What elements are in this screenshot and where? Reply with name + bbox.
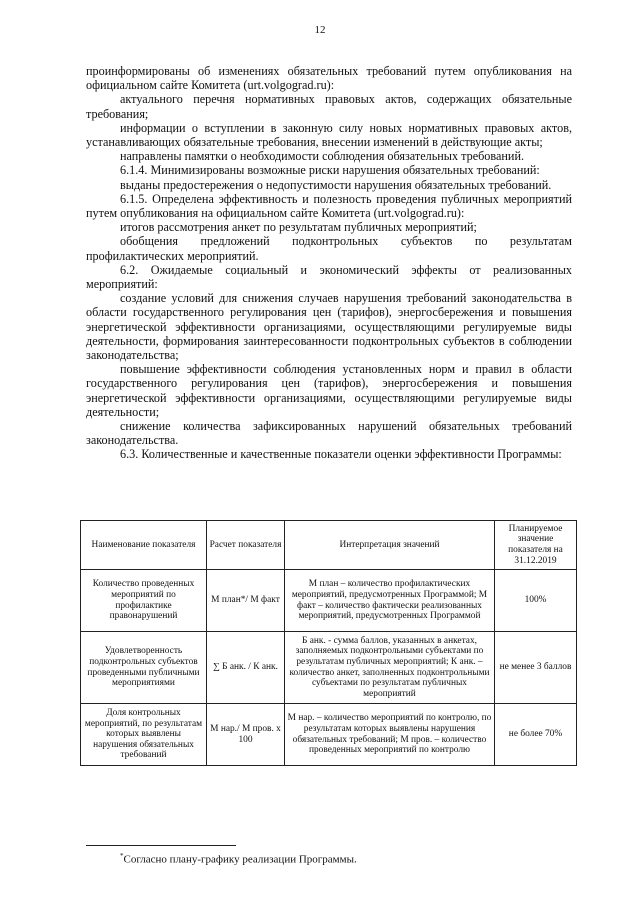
paragraph: снижение количества зафиксированных нарушений обязательных требований законодательства. — [86, 419, 572, 448]
table-header-row — [81, 521, 577, 570]
footnote-text: Согласно плану-графику реализации Программы. — [123, 853, 357, 866]
paragraph: повышение эффективности соблюдения установленных норм и правил в области государственного регулирования цен (тарифов), энергосбережения и повышения энергетической эффективности организациями, осуществляющими регулируемые виды деятельности; — [86, 362, 572, 419]
paragraph: 6.1.4. Минимизированы возможные риски нарушения обязательных требований: — [120, 163, 540, 178]
indicator-interpretation: М нар. – количество мероприятий по контролю, по результатам которых выявлены нарушения обязательных требований; М пров. – количество проведенных мероприятий по контролю — [285, 704, 495, 766]
paragraph: 6.2. Ожидаемые социальный и экономический эффекты от реализованных мероприятий: — [86, 262, 572, 292]
table-row — [81, 570, 577, 632]
table-row — [81, 632, 577, 704]
indicator-calc: ∑ Б анк. / К анк. — [207, 632, 285, 704]
indicator-interpretation: М план – количество профилактических мероприятий, предусмотренных Программой; М факт – количество фактически реализованных мероприятий, предусмотренных Программой — [285, 570, 495, 632]
header-calc: Расчет показателя — [207, 521, 285, 570]
page-number: 12 — [314, 24, 326, 36]
paragraph: направлены памятки о необходимости соблюдения обязательных требований. — [120, 149, 525, 164]
header-interpretation: Интерпретация значений — [285, 521, 495, 570]
indicator-name: Количество проведенных мероприятий по профилактике правонарушений — [81, 570, 207, 632]
paragraph: обобщения предложений подконтрольных субъектов по результатам профилактических мероприятий. — [86, 234, 572, 263]
paragraph: проинформированы об изменениях обязательных требований путем опубликования на официальном сайте Комитета (urt.volgograd.ru): — [86, 64, 572, 93]
paragraph: выданы предостережения о недопустимости нарушения обязательных требований. — [120, 177, 552, 192]
indicator-interpretation: Б анк. - сумма баллов, указанных в анкетах, заполняемых подконтрольными субъектами по результатам публичных мероприятий; К анк. – количество анкет, заполненных подконтрольными субъектами по результатам публичных мероприятий — [285, 632, 495, 704]
paragraph: создание условий для снижения случаев нарушения требований законодательства в области государственного регулирования цен (тарифов), энергосбережения и повышения энергетической эффективности организациями, осуществляющими регулируемые виды деятельности, формирования заинтересованности подконтрольных субъектов в соблюдении законодательства; — [86, 291, 572, 363]
table-row — [81, 704, 577, 766]
indicator-value: не более 70% — [495, 704, 577, 766]
indicator-value: 100% — [495, 570, 577, 632]
footnote-separator — [86, 845, 236, 846]
paragraph: информации о вступлении в законную силу новых нормативных правовых актов, устанавливающих обязательные требования, внесении изменений в действующие акты; — [86, 120, 572, 150]
body-text — [86, 64, 572, 462]
footnote — [120, 852, 357, 866]
indicators-table — [80, 520, 577, 766]
paragraph: 6.1.5. Определена эффективность и полезность проведения публичных мероприятий путем опубликования на официальном сайте Комитета (urt.volgograd.ru): — [86, 191, 572, 221]
paragraph: актуального перечня нормативных правовых актов, содержащих обязательные требования; — [86, 92, 572, 121]
paragraph: итогов рассмотрения анкет по результатам публичных мероприятий; — [120, 220, 477, 235]
indicator-value: не менее 3 баллов — [495, 632, 577, 704]
paragraph: 6.3. Количественные и качественные показатели оценки эффективности Программы: — [120, 447, 562, 462]
indicator-name: Удовлетворенность подконтрольных субъектов проведенными публичными мероприятиями — [81, 632, 207, 704]
indicator-name: Доля контрольных мероприятий, по результатам которых выявлены нарушения обязательных требований — [81, 704, 207, 766]
header-name: Наименование показателя — [81, 521, 207, 570]
footnote-mark: * — [120, 852, 124, 860]
indicator-calc: М план*/ М факт — [207, 570, 285, 632]
header-planned-value: Планируемое значение показателя на 31.12.2019 — [495, 521, 577, 570]
indicator-calc: М нар./ М пров. х 100 — [207, 704, 285, 766]
